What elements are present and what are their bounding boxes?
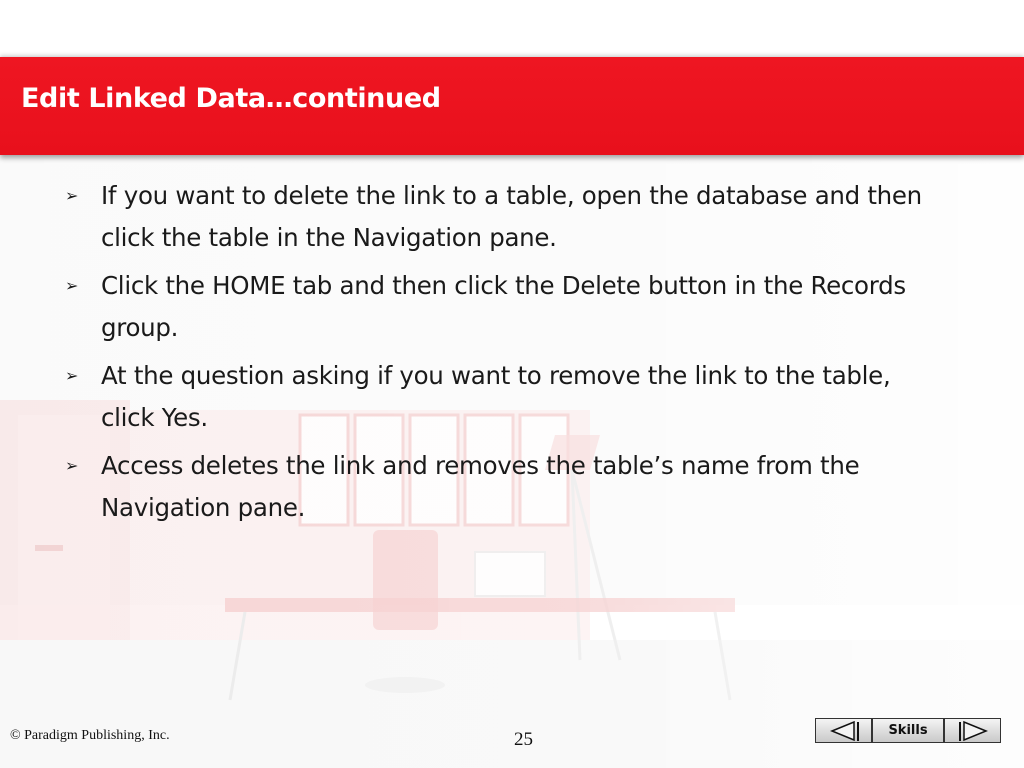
bullet-list xyxy=(65,175,945,535)
previous-slide-button[interactable] xyxy=(815,718,872,743)
page-number: 25 xyxy=(514,729,533,750)
arrow-bullet-icon: ➢ xyxy=(65,366,79,385)
bullet-text: If you want to delete the link to a table, open the database and then click the table in the Navigation pane. xyxy=(101,181,922,252)
bullet-item xyxy=(65,445,945,529)
title-banner xyxy=(0,57,1024,155)
next-slide-button[interactable] xyxy=(944,718,1001,743)
bullet-item xyxy=(65,355,945,439)
slide-navigation xyxy=(815,718,1001,745)
arrow-bullet-icon: ➢ xyxy=(65,276,79,295)
skills-button[interactable]: Skills xyxy=(872,718,944,743)
bullet-text: Click the HOME tab and then click the Delete button in the Records group. xyxy=(101,271,906,342)
copyright-notice: © Paradigm Publishing, Inc. xyxy=(10,728,170,743)
right-triangle-icon xyxy=(945,719,1002,744)
left-triangle-icon xyxy=(816,719,873,744)
arrow-bullet-icon: ➢ xyxy=(65,456,79,475)
bullet-item xyxy=(65,175,945,259)
bullet-text: Access deletes the link and removes the table’s name from the Navigation pane. xyxy=(101,451,860,522)
bullet-text: At the question asking if you want to remove the link to the table, click Yes. xyxy=(101,361,891,432)
arrow-bullet-icon: ➢ xyxy=(65,186,79,205)
bullet-item xyxy=(65,265,945,349)
slide-title: Edit Linked Data…continued xyxy=(21,83,441,114)
